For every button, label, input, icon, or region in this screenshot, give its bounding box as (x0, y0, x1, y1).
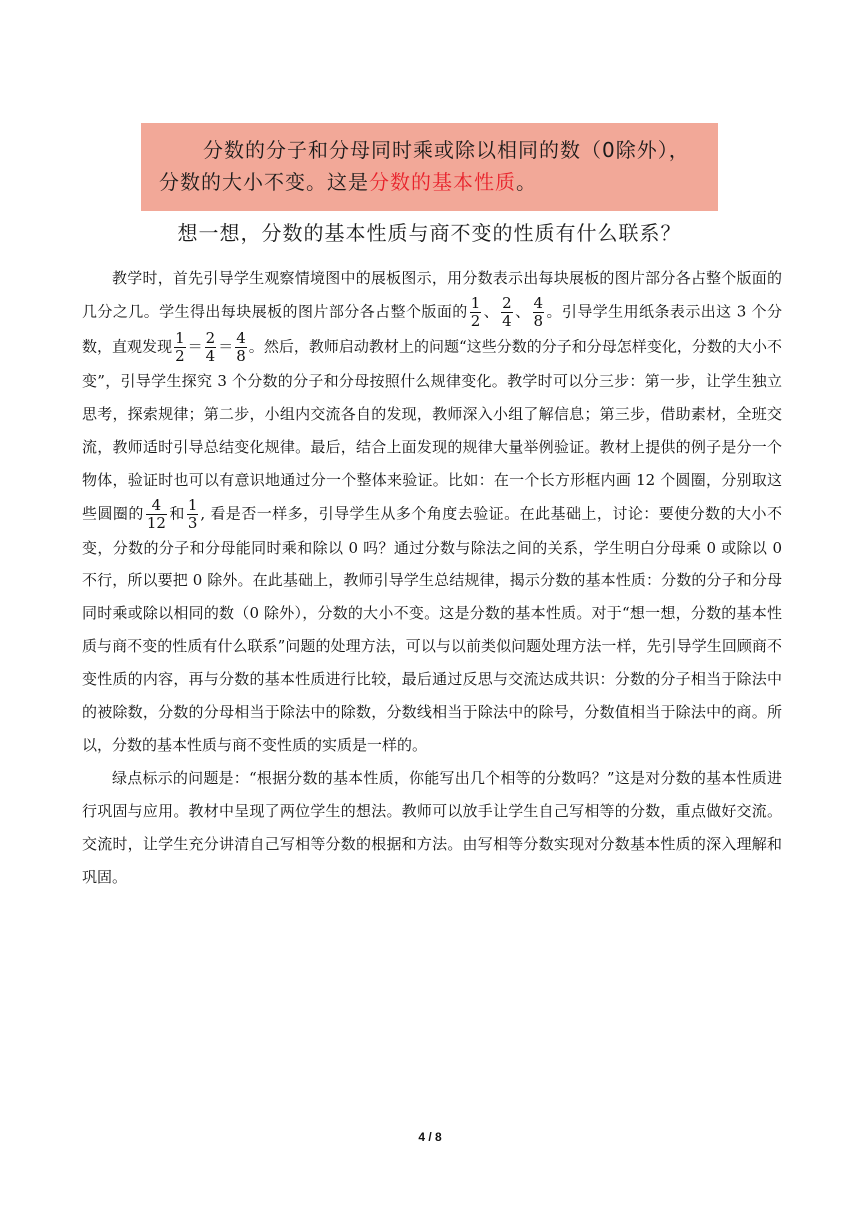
conjunction: 和 (168, 504, 185, 523)
fraction-numerator: 4 (533, 293, 544, 312)
paragraph-2: 绿点标示的问题是：“根据分数的基本性质，你能写出几个相等的分数吗？”这是对分数的基本性质进行巩固与应用。教材中呈现了两位学生的想法。教师可以放手让学生自己写相等的分数，重点做好交流。交流时，让学生充分讲清自己写相等分数的根据和方法。由写相等分数实现对分数基本性质的深入理解和巩固。 (82, 768, 782, 886)
fraction-numerator: 1 (470, 293, 481, 312)
fraction-property-figure (141, 123, 718, 211)
fraction-one-half (470, 295, 482, 330)
figure-line-2-text: 分数的大小不变。这是 (159, 170, 369, 194)
fraction-one-third (187, 497, 199, 532)
figure-line-1: 分数的分子和分母同时乘或除以相同的数（0除外）， (203, 138, 690, 162)
equation-fraction-four-eighths (235, 330, 247, 365)
fraction-numerator: 1 (187, 495, 198, 514)
fraction-denominator: 8 (533, 311, 544, 330)
fraction-denominator: 2 (470, 311, 481, 330)
fraction-numerator: 1 (175, 328, 185, 347)
fraction-denominator: 4 (502, 311, 512, 330)
fraction-denominator: 2 (175, 346, 185, 365)
paragraph-1-text-d: , 看是否一样多，引导学生从多个角度去验证。在此基础上，讨论：要使分数的大小不变，分数的分子和分母能同时乘和除以 0 吗？通过分数与除法之间的关系，学生明白分母乘 0 或除以 0 不行，所以要把 0 除外。在此基础上，教师引导学生总结规律，揭示分数的基本性质：分数的分子和分母同时乘或除以相同的数（0 除外），分数的大小不变。这是分数的基本性质。对于“想一想，分数的基本性质与商不变的性质有什么联系”问题的处理方法，可以与以前类似问题处理方法一样，先引导学生回顾商不变性质的内容，再与分数的基本性质进行比较，最后通过反思与交流达成共识：分数的分子相当于除法中的被除数，分数的分母相当于除法中的除数，分数线相当于除法中的除号，分数值相当于除法中的商。所以，分数的基本性质与商不变性质的实质是一样的。 (82, 504, 782, 754)
separator: 、 (514, 302, 531, 321)
fraction-denominator: 3 (187, 513, 198, 532)
fraction-numerator: 2 (205, 328, 216, 347)
figure-line-2 (159, 166, 700, 198)
fraction-denominator: 12 (146, 513, 166, 532)
fraction-four-eighths (533, 295, 545, 330)
fraction-two-fourths (501, 295, 513, 330)
fraction-numerator: 4 (236, 328, 246, 347)
paragraph-1-text-b: 。引导学生用纸条表示出这 3 个分数，直观发现 (82, 302, 782, 356)
figure-question: 想一想，分数的基本性质与商不变的性质有什么联系？ (177, 221, 682, 245)
fraction-denominator: 4 (205, 346, 216, 365)
equals-sign: ＝ (218, 337, 234, 356)
equation-fraction-two-fourths (205, 330, 217, 365)
equation-fraction-one-half (174, 330, 186, 365)
fraction-numerator: 4 (146, 497, 167, 515)
fraction-numerator: 2 (502, 293, 512, 312)
paragraph-1 (82, 262, 782, 762)
figure-line-2-highlight: 分数的基本性质 (369, 170, 516, 194)
page-number: 4 / 8 (418, 1130, 442, 1144)
figure-line-2-end: 。 (516, 170, 537, 194)
separator: 、 (483, 302, 500, 321)
body-text (82, 262, 782, 894)
paragraph-1-text-c: 。然后，教师启动教材上的问题“这些分数的分子和分母怎样变化，分数的大小不变”，引导学生探究 3 个分数的分子和分母按照什么规律变化。教学时可以分三步：第一步，让学生独立思考，探索规律；第二步，小组内交流各自的发现，教师深入小组了解信息；第三步，借助素材，全班交流，教师适时引导总结变化规律。最后，结合上面发现的规律大量举例验证。教材上提供的例子是分一个物体，验证时也可以有意识地通过分一个整体来验证。比如：在一个长方形框内画 12 个圆圈，分别取这些圆圈的 (82, 337, 782, 523)
equals-sign: ＝ (187, 337, 203, 356)
fraction-four-twelfths (146, 497, 167, 532)
paragraph-1-text-a: 教学时，首先引导学生观察情境图中的展板图示，用分数表示出每块展板的图片部分各占整个版面的几分之几。学生得出每块展板的图片部分各占整个版面的 (82, 269, 782, 321)
fraction-denominator: 8 (236, 346, 246, 365)
